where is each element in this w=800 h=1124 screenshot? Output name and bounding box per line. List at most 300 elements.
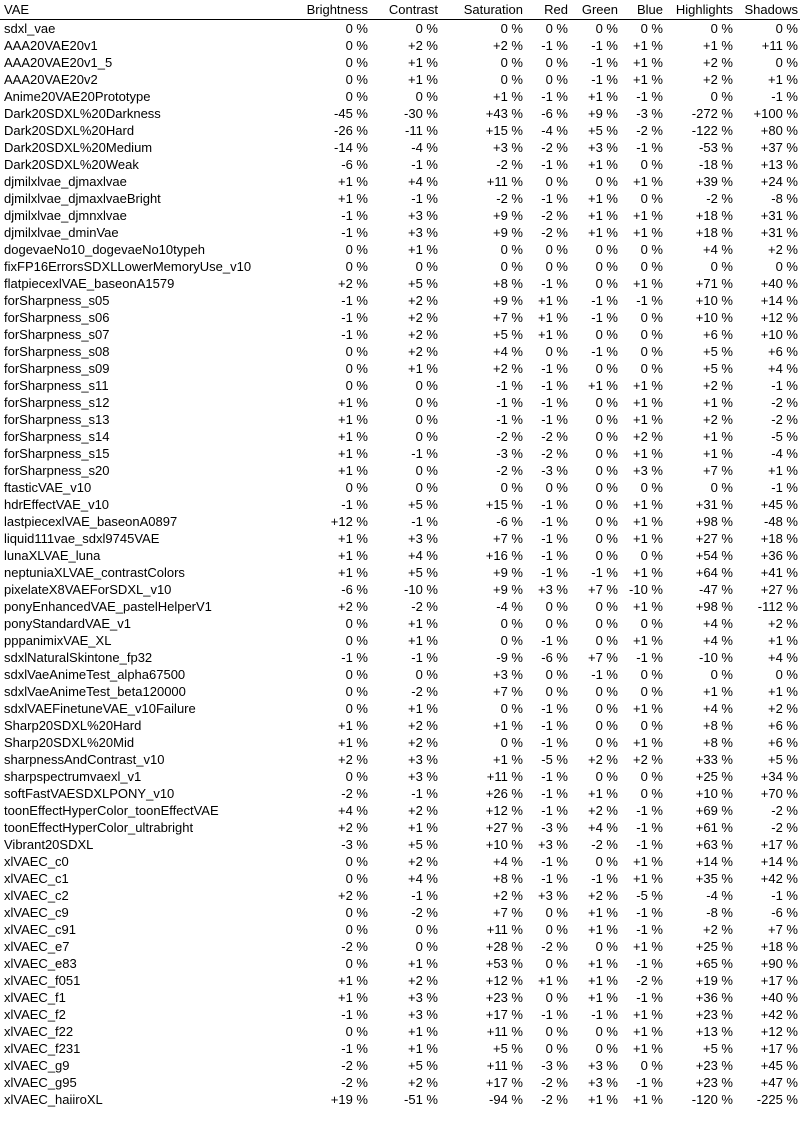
table-row	[0, 20, 800, 38]
vae-name-cell: sdxl_vae	[4, 21, 56, 36]
value-cell: 0 %	[345, 905, 368, 920]
table-row	[0, 921, 800, 938]
value-cell: +19 %	[695, 973, 733, 988]
vae-name-cell: Anime20VAE20Prototype	[4, 89, 151, 104]
value-cell: 0 %	[595, 514, 618, 529]
vae-name-cell: forSharpness_s11	[4, 378, 109, 393]
value-cell: 0 %	[415, 667, 438, 682]
value-cell: -1 %	[636, 89, 663, 104]
value-cell: +10 %	[695, 293, 733, 308]
vae-name-cell: Sharp20SDXL%20Mid	[4, 735, 135, 750]
value-cell: 0 %	[595, 1024, 618, 1039]
value-cell: +2 %	[588, 803, 618, 818]
value-cell: +7 %	[588, 582, 618, 597]
value-cell: +45 %	[760, 497, 798, 512]
value-cell: +2 %	[408, 803, 438, 818]
value-cell: +14 %	[760, 293, 798, 308]
vae-name-cell: AAA20VAE20v1	[4, 38, 98, 53]
value-cell: +4 %	[703, 701, 733, 716]
value-cell: +1 %	[588, 157, 618, 172]
value-cell: -9 %	[496, 650, 523, 665]
value-cell: 0 %	[775, 259, 798, 274]
value-cell: -2 %	[411, 684, 438, 699]
value-cell: +5 %	[588, 123, 618, 138]
value-cell: +2 %	[338, 888, 368, 903]
value-cell: +37 %	[760, 140, 798, 155]
value-cell: -10 %	[404, 582, 438, 597]
value-cell: +2 %	[408, 1075, 438, 1090]
value-cell: +18 %	[760, 531, 798, 546]
value-cell: 0 %	[595, 769, 618, 784]
value-cell: -1 %	[636, 293, 663, 308]
value-cell: +3 %	[408, 208, 438, 223]
value-cell: +9 %	[493, 582, 523, 597]
value-cell: -2 %	[771, 395, 798, 410]
value-cell: 0 %	[415, 939, 438, 954]
value-cell: +8 %	[493, 276, 523, 291]
column-header: Brightness	[306, 2, 368, 17]
value-cell: +3 %	[408, 531, 438, 546]
value-cell: -2 %	[496, 429, 523, 444]
value-cell: 0 %	[640, 310, 663, 325]
value-cell: +47 %	[760, 1075, 798, 1090]
value-cell: 0 %	[345, 633, 368, 648]
value-cell: +1 %	[633, 174, 663, 189]
table-body	[0, 20, 800, 1109]
value-cell: -2 %	[771, 803, 798, 818]
value-cell: +27 %	[760, 582, 798, 597]
value-cell: +10 %	[695, 310, 733, 325]
vae-name-cell: toonEffectHyperColor_ultrabright	[4, 820, 194, 835]
value-cell: -1 %	[591, 293, 618, 308]
vae-name-cell: xlVAEC_c1	[4, 871, 69, 886]
value-cell: -1 %	[496, 412, 523, 427]
vae-name-cell: forSharpness_s05	[4, 293, 110, 308]
value-cell: -1 %	[541, 769, 568, 784]
value-cell: -1 %	[541, 633, 568, 648]
value-cell: +8 %	[493, 871, 523, 886]
value-cell: -1 %	[541, 531, 568, 546]
vae-name-cell: ftasticVAE_v10	[4, 480, 92, 495]
value-cell: -1 %	[541, 191, 568, 206]
value-cell: -30 %	[404, 106, 438, 121]
table-row	[0, 190, 800, 207]
vae-name-cell: sdxlVaeAnimeTest_alpha67500	[4, 667, 186, 682]
value-cell: -14 %	[334, 140, 368, 155]
value-cell: -4 %	[541, 123, 568, 138]
vae-name-cell: sharpnessAndContrast_v10	[4, 752, 165, 767]
value-cell: +1 %	[408, 242, 438, 257]
value-cell: 0 %	[545, 480, 568, 495]
vae-name-cell: forSharpness_s07	[4, 327, 110, 342]
value-cell: -3 %	[636, 106, 663, 121]
value-cell: -3 %	[541, 820, 568, 835]
value-cell: +2 %	[338, 276, 368, 291]
table-row	[0, 1074, 800, 1091]
vae-name-cell: lunaXLVAE_luna	[4, 548, 101, 563]
value-cell: +7 %	[588, 650, 618, 665]
value-cell: +1 %	[338, 412, 368, 427]
column-header: VAE	[4, 2, 30, 17]
value-cell: 0 %	[545, 344, 568, 359]
value-cell: +10 %	[485, 837, 523, 852]
value-cell: 0 %	[345, 55, 368, 70]
value-cell: +1 %	[633, 1024, 663, 1039]
column-header: Saturation	[463, 2, 523, 17]
value-cell: -3 %	[541, 1058, 568, 1073]
value-cell: 0 %	[415, 21, 438, 36]
value-cell: 0 %	[500, 21, 523, 36]
value-cell: +9 %	[493, 565, 523, 580]
value-cell: +3 %	[408, 752, 438, 767]
value-cell: +4 %	[408, 174, 438, 189]
value-cell: -1 %	[636, 820, 663, 835]
column-header: Highlights	[675, 2, 733, 17]
value-cell: +2 %	[408, 854, 438, 869]
value-cell: -1 %	[341, 1041, 368, 1056]
table-row	[0, 717, 800, 734]
value-cell: -1 %	[341, 1007, 368, 1022]
value-cell: +1 %	[768, 463, 798, 478]
table-row	[0, 445, 800, 462]
value-cell: +2 %	[408, 310, 438, 325]
value-cell: 0 %	[640, 361, 663, 376]
vae-name-cell: xlVAEC_f231	[4, 1041, 81, 1056]
value-cell: -2 %	[541, 140, 568, 155]
value-cell: +64 %	[695, 565, 733, 580]
table-row	[0, 853, 800, 870]
value-cell: +4 %	[703, 633, 733, 648]
value-cell: -1 %	[541, 412, 568, 427]
value-cell: -3 %	[341, 837, 368, 852]
value-cell: 0 %	[595, 361, 618, 376]
value-cell: +2 %	[338, 820, 368, 835]
value-cell: +19 %	[330, 1092, 368, 1107]
value-cell: 0 %	[345, 242, 368, 257]
value-cell: +7 %	[493, 684, 523, 699]
table-row	[0, 71, 800, 88]
value-cell: 0 %	[545, 616, 568, 631]
table-row	[0, 802, 800, 819]
value-cell: -1 %	[541, 157, 568, 172]
value-cell: 0 %	[345, 480, 368, 495]
value-cell: +1 %	[633, 38, 663, 53]
value-cell: +17 %	[485, 1075, 523, 1090]
value-cell: +2 %	[338, 599, 368, 614]
vae-name-cell: xlVAEC_g95	[4, 1075, 77, 1090]
table-row	[0, 360, 800, 377]
value-cell: -2 %	[591, 837, 618, 852]
value-cell: +2 %	[703, 72, 733, 87]
value-cell: 0 %	[345, 871, 368, 886]
table-row	[0, 768, 800, 785]
table-row	[0, 139, 800, 156]
value-cell: +2 %	[408, 38, 438, 53]
vae-name-cell: xlVAEC_f22	[4, 1024, 74, 1039]
value-cell: -2 %	[771, 412, 798, 427]
value-cell: +17 %	[760, 973, 798, 988]
value-cell: -8 %	[771, 191, 798, 206]
value-cell: 0 %	[500, 480, 523, 495]
vae-name-cell: djmilxlvae_djmaxlvae	[4, 174, 127, 189]
value-cell: +7 %	[493, 905, 523, 920]
vae-name-cell: fixFP16ErrorsSDXLLowerMemoryUse_v10	[4, 259, 252, 274]
value-cell: +1 %	[493, 718, 523, 733]
value-cell: -2 %	[706, 191, 733, 206]
value-cell: -2 %	[541, 446, 568, 461]
vae-name-cell: hdrEffectVAE_v10	[4, 497, 110, 512]
value-cell: +42 %	[760, 871, 798, 886]
value-cell: +42 %	[760, 1007, 798, 1022]
value-cell: -1 %	[636, 837, 663, 852]
value-cell: +1 %	[408, 1024, 438, 1039]
value-cell: +2 %	[408, 718, 438, 733]
value-cell: 0 %	[545, 72, 568, 87]
value-cell: +1 %	[338, 973, 368, 988]
value-cell: +5 %	[493, 1041, 523, 1056]
value-cell: +26 %	[485, 786, 523, 801]
value-cell: 0 %	[595, 174, 618, 189]
value-cell: -4 %	[706, 888, 733, 903]
value-cell: 0 %	[595, 939, 618, 954]
value-cell: +14 %	[695, 854, 733, 869]
value-cell: 0 %	[640, 786, 663, 801]
table-row	[0, 88, 800, 105]
value-cell: -1 %	[341, 293, 368, 308]
value-cell: 0 %	[545, 174, 568, 189]
value-cell: +35 %	[695, 871, 733, 886]
value-cell: +1 %	[633, 565, 663, 580]
value-cell: -2 %	[341, 939, 368, 954]
vae-name-cell: xlVAEC_haiiroXL	[4, 1092, 103, 1107]
vae-name-cell: flatpiecexlVAE_baseonA1579	[4, 276, 175, 291]
value-cell: +39 %	[695, 174, 733, 189]
value-cell: -1 %	[541, 803, 568, 818]
value-cell: 0 %	[545, 905, 568, 920]
value-cell: 0 %	[545, 1024, 568, 1039]
value-cell: 0 %	[545, 55, 568, 70]
value-cell: +6 %	[768, 718, 798, 733]
value-cell: -1 %	[341, 497, 368, 512]
table-row	[0, 37, 800, 54]
vae-name-cell: forSharpness_s15	[4, 446, 110, 461]
value-cell: 0 %	[775, 21, 798, 36]
value-cell: +1 %	[633, 1007, 663, 1022]
value-cell: -6 %	[771, 905, 798, 920]
value-cell: +71 %	[695, 276, 733, 291]
value-cell: 0 %	[545, 684, 568, 699]
value-cell: +1 %	[633, 378, 663, 393]
value-cell: 0 %	[640, 157, 663, 172]
value-cell: -2 %	[496, 463, 523, 478]
value-cell: +31 %	[760, 225, 798, 240]
value-cell: +12 %	[485, 973, 523, 988]
value-cell: 0 %	[595, 633, 618, 648]
value-cell: +2 %	[408, 327, 438, 342]
value-cell: +1 %	[408, 633, 438, 648]
value-cell: +1 %	[633, 208, 663, 223]
value-cell: -2 %	[411, 905, 438, 920]
value-cell: -47 %	[699, 582, 733, 597]
vae-name-cell: neptuniaXLVAE_contrastColors	[4, 565, 185, 580]
vae-name-cell: pixelateX8VAEForSDXL_v10	[4, 582, 172, 597]
value-cell: +1 %	[768, 72, 798, 87]
table-row	[0, 105, 800, 122]
value-cell: +1 %	[588, 905, 618, 920]
vae-name-cell: ponyStandardVAE_v1	[4, 616, 131, 631]
table-row	[0, 258, 800, 275]
value-cell: 0 %	[595, 854, 618, 869]
value-cell: +3 %	[408, 225, 438, 240]
value-cell: 0 %	[640, 1058, 663, 1073]
vae-name-cell: Vibrant20SDXL	[4, 837, 94, 852]
value-cell: 0 %	[415, 395, 438, 410]
value-cell: +4 %	[703, 616, 733, 631]
value-cell: 0 %	[500, 735, 523, 750]
value-cell: +3 %	[493, 140, 523, 155]
table-row	[0, 309, 800, 326]
value-cell: -6 %	[341, 582, 368, 597]
value-cell: 0 %	[415, 378, 438, 393]
value-cell: +1 %	[633, 735, 663, 750]
value-cell: 0 %	[595, 701, 618, 716]
value-cell: -1 %	[636, 922, 663, 937]
value-cell: +5 %	[768, 752, 798, 767]
value-cell: -2 %	[771, 820, 798, 835]
value-cell: -1 %	[591, 1007, 618, 1022]
value-cell: 0 %	[345, 344, 368, 359]
vae-name-cell: AAA20VAE20v1_5	[4, 55, 113, 70]
value-cell: +15 %	[485, 123, 523, 138]
value-cell: +1 %	[633, 514, 663, 529]
value-cell: +17 %	[485, 1007, 523, 1022]
value-cell: -94 %	[489, 1092, 523, 1107]
value-cell: -1 %	[541, 395, 568, 410]
value-cell: -1 %	[636, 650, 663, 665]
value-cell: +2 %	[703, 412, 733, 427]
value-cell: -1 %	[341, 208, 368, 223]
vae-name-cell: forSharpness_s08	[4, 344, 110, 359]
value-cell: +3 %	[493, 667, 523, 682]
value-cell: -26 %	[334, 123, 368, 138]
table-row	[0, 870, 800, 887]
value-cell: 0 %	[640, 344, 663, 359]
value-cell: +23 %	[485, 990, 523, 1005]
value-cell: -1 %	[541, 735, 568, 750]
value-cell: +1 %	[338, 191, 368, 206]
table-row	[0, 156, 800, 173]
value-cell: +5 %	[408, 837, 438, 852]
value-cell: 0 %	[595, 616, 618, 631]
table-row	[0, 836, 800, 853]
vae-name-cell: forSharpness_s12	[4, 395, 110, 410]
value-cell: 0 %	[595, 276, 618, 291]
table-row	[0, 938, 800, 955]
value-cell: +11 %	[486, 1024, 523, 1039]
value-cell: -1 %	[636, 956, 663, 971]
table-row	[0, 598, 800, 615]
value-cell: -1 %	[541, 276, 568, 291]
value-cell: 0 %	[640, 327, 663, 342]
vae-name-cell: Dark20SDXL%20Weak	[4, 157, 139, 172]
vae-name-cell: djmilxlvae_djmnxlvae	[4, 208, 127, 223]
value-cell: -1 %	[411, 888, 438, 903]
column-header: Blue	[636, 2, 663, 17]
value-cell: +2 %	[493, 361, 523, 376]
table-row	[0, 241, 800, 258]
table-row	[0, 819, 800, 836]
value-cell: +9 %	[588, 106, 618, 121]
value-cell: +1 %	[538, 293, 568, 308]
value-cell: +1 %	[633, 871, 663, 886]
vae-name-cell: xlVAEC_e7	[4, 939, 70, 954]
value-cell: 0 %	[545, 667, 568, 682]
value-cell: +11 %	[486, 174, 523, 189]
value-cell: +53 %	[485, 956, 523, 971]
value-cell: 0 %	[500, 259, 523, 274]
value-cell: +1 %	[493, 752, 523, 767]
value-cell: +1 %	[408, 820, 438, 835]
value-cell: -1 %	[496, 395, 523, 410]
value-cell: -5 %	[541, 752, 568, 767]
value-cell: 0 %	[500, 616, 523, 631]
vae-name-cell: xlVAEC_e83	[4, 956, 77, 971]
table-row	[0, 564, 800, 581]
table-row	[0, 700, 800, 717]
table-row	[0, 513, 800, 530]
value-cell: +63 %	[695, 837, 733, 852]
value-cell: 0 %	[640, 718, 663, 733]
vae-name-cell: xlVAEC_f1	[4, 990, 66, 1005]
value-cell: +2 %	[588, 752, 618, 767]
value-cell: +1 %	[408, 956, 438, 971]
value-cell: +1 %	[338, 446, 368, 461]
value-cell: +2 %	[493, 38, 523, 53]
value-cell: +6 %	[768, 344, 798, 359]
value-cell: 0 %	[345, 956, 368, 971]
value-cell: 0 %	[595, 1041, 618, 1056]
value-cell: 0 %	[500, 701, 523, 716]
value-cell: 0 %	[415, 922, 438, 937]
value-cell: +1 %	[588, 378, 618, 393]
value-cell: +1 %	[633, 225, 663, 240]
value-cell: +18 %	[695, 208, 733, 223]
value-cell: +11 %	[486, 769, 523, 784]
value-cell: -1 %	[341, 225, 368, 240]
value-cell: +1 %	[338, 548, 368, 563]
value-cell: -2 %	[341, 786, 368, 801]
value-cell: +23 %	[695, 1058, 733, 1073]
vae-name-cell: toonEffectHyperColor_toonEffectVAE	[4, 803, 219, 818]
value-cell: +5 %	[703, 361, 733, 376]
value-cell: +98 %	[695, 514, 733, 529]
value-cell: -1 %	[541, 854, 568, 869]
value-cell: -1 %	[496, 378, 523, 393]
value-cell: +25 %	[695, 769, 733, 784]
vae-name-cell: forSharpness_s20	[4, 463, 110, 478]
value-cell: 0 %	[710, 259, 733, 274]
value-cell: +1 %	[338, 718, 368, 733]
value-cell: 0 %	[345, 378, 368, 393]
table-row	[0, 173, 800, 190]
value-cell: 0 %	[640, 259, 663, 274]
vae-name-cell: dogevaeNo10_dogevaeNo10typeh	[4, 242, 205, 257]
value-cell: +65 %	[695, 956, 733, 971]
value-cell: +1 %	[588, 990, 618, 1005]
table-row	[0, 1023, 800, 1040]
value-cell: +61 %	[695, 820, 733, 835]
value-cell: +12 %	[330, 514, 368, 529]
